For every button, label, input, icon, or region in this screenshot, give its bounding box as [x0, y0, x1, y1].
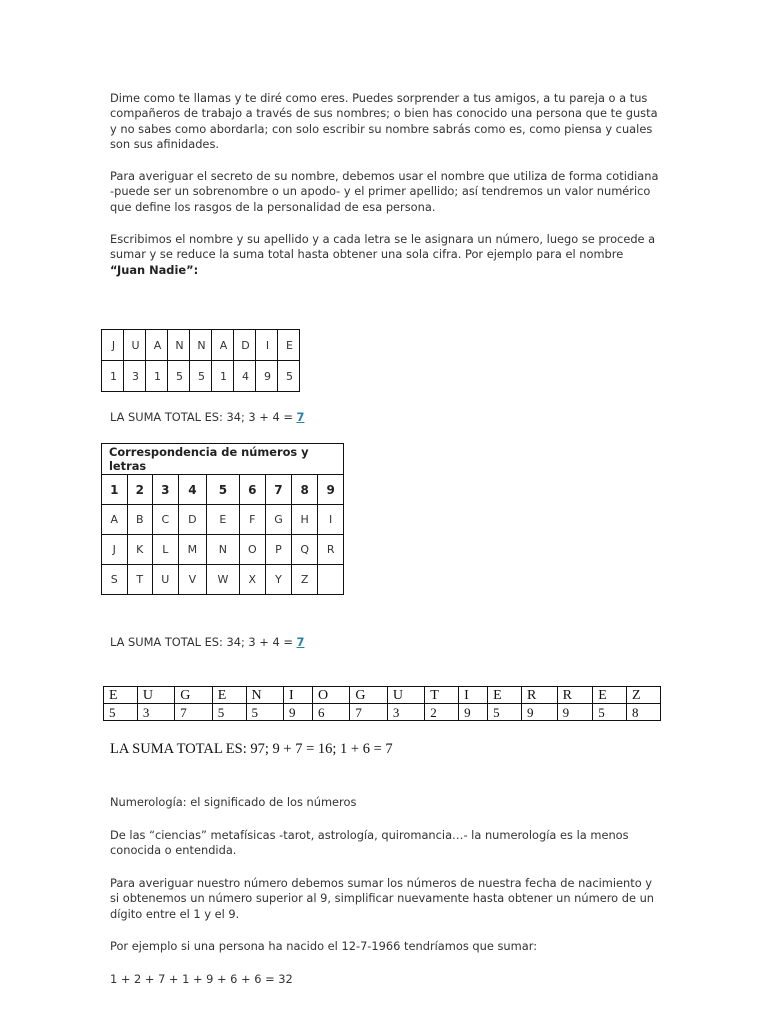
- number-header-cell: 9: [318, 475, 344, 505]
- letter-cell: A: [212, 330, 234, 361]
- correspondence-title: Correspondencia de números y letras: [102, 444, 344, 475]
- letter-cell: N: [190, 330, 212, 361]
- number-cell: 1: [146, 361, 168, 392]
- eugenio-numbers-row: [104, 704, 661, 721]
- letter-cell: V: [178, 565, 207, 595]
- letter-cell: U: [124, 330, 146, 361]
- correspondence-table: [101, 443, 344, 595]
- letter-cell: O: [239, 535, 265, 565]
- letter-cell: C: [153, 505, 179, 535]
- letter-cell: I: [318, 505, 344, 535]
- sum-text: LA SUMA TOTAL ES: 34; 3 + 4 =: [110, 635, 297, 649]
- method-text: Escribimos el nombre y su apellido y a cada letra se le asignara un número, luego se procede a sumar y se reduce la suma total hasta obtener una sola cifra. Por ejemplo para el nombre: [110, 232, 656, 262]
- letter-cell: A: [102, 505, 128, 535]
- juan-letters-row: [102, 330, 300, 361]
- section-heading: Numerología: el significado de los números: [110, 795, 357, 809]
- letter-cell: [318, 565, 344, 595]
- letter-cell: A: [146, 330, 168, 361]
- number-cell: 6: [312, 704, 349, 721]
- letter-cell: N: [168, 330, 190, 361]
- letter-cell: Z: [627, 687, 661, 704]
- letter-cell: E: [207, 505, 239, 535]
- number-cell: 5: [190, 361, 212, 392]
- letter-cell: J: [102, 535, 128, 565]
- letter-cell: Y: [265, 565, 291, 595]
- section-paragraph-2: Para averiguar nuestro número debemos sumar los números de nuestra fecha de nacimiento y si obtenemos un número superior al 9, simplificar nuevamente hasta obtener un número de un dígito entre el 1 y el 9.: [110, 876, 655, 921]
- sum-text: : 97; 9 + 7 = 16; 1 + 6 = 7: [242, 741, 393, 757]
- letter-cell: P: [265, 535, 291, 565]
- number-header-cell: 4: [178, 475, 207, 505]
- letter-cell: E: [278, 330, 300, 361]
- method-paragraph: [110, 232, 660, 278]
- sum-result-link[interactable]: 7: [296, 410, 305, 424]
- letter-cell: J: [102, 330, 124, 361]
- letter-cell: R: [318, 535, 344, 565]
- letter-cell: I: [459, 687, 488, 704]
- letter-cell: B: [127, 505, 153, 535]
- sum-line-3: [110, 741, 393, 758]
- number-cell: 5: [104, 704, 138, 721]
- number-cell: 8: [627, 704, 661, 721]
- letter-cell: N: [246, 687, 283, 704]
- letter-cell: D: [234, 330, 256, 361]
- eugenio-letters-row: [104, 687, 661, 704]
- letter-cell: T: [127, 565, 153, 595]
- number-cell: 9: [521, 704, 557, 721]
- number-cell: 5: [278, 361, 300, 392]
- letter-cell: G: [175, 687, 212, 704]
- number-cell: 1: [102, 361, 124, 392]
- sum-text: LA SUMA TOTAL ES: 34; 3 + 4 =: [110, 410, 297, 424]
- juan-nadie-table: [101, 329, 300, 392]
- letter-cell: X: [239, 565, 265, 595]
- letter-cell: T: [425, 687, 459, 704]
- number-cell: 5: [212, 704, 246, 721]
- letter-cell: I: [256, 330, 278, 361]
- number-cell: 5: [593, 704, 627, 721]
- letter-cell: U: [153, 565, 179, 595]
- sum-label: LA SUMA TOTAL ES: [110, 741, 243, 757]
- number-cell: 3: [124, 361, 146, 392]
- letter-cell: D: [178, 505, 207, 535]
- number-header-cell: 6: [239, 475, 265, 505]
- number-cell: 7: [350, 704, 387, 721]
- letter-cell: E: [593, 687, 627, 704]
- number-header-cell: 7: [265, 475, 291, 505]
- letter-cell: R: [521, 687, 557, 704]
- letter-cell: M: [178, 535, 207, 565]
- letter-cell: K: [127, 535, 153, 565]
- number-cell: 1: [212, 361, 234, 392]
- letter-cell: L: [153, 535, 179, 565]
- letter-cell: U: [387, 687, 424, 704]
- letter-cell: H: [291, 505, 317, 535]
- number-header-cell: 8: [291, 475, 317, 505]
- number-cell: 9: [557, 704, 593, 721]
- sum-line-2: [110, 635, 304, 650]
- sum-result-link[interactable]: 7: [296, 635, 305, 649]
- section-paragraph-4: 1 + 2 + 7 + 1 + 9 + 6 + 6 = 32: [110, 972, 293, 986]
- letter-cell: I: [283, 687, 312, 704]
- section-paragraph-3: Por ejemplo si una persona ha nacido el 12-7-1966 tendríamos que sumar:: [110, 939, 538, 953]
- number-cell: 3: [137, 704, 174, 721]
- letter-cell: E: [488, 687, 522, 704]
- letter-cell: R: [557, 687, 593, 704]
- correspondence-numbers-row: [102, 475, 344, 505]
- eugenio-gutierrez-table: [103, 686, 661, 721]
- intro-paragraph: Dime como te llamas y te diré como eres. Puedes sorprender a tus amigos, a tu pareja o a tus compañeros de trabajo a través de sus nombres; o bien has conocido una persona que te gusta y no sabes como abordarla; con solo escribir su nombre sabrás como es, como piensa y cuales son sus afinidades.: [110, 91, 658, 152]
- number-cell: 7: [175, 704, 212, 721]
- example-name: “Juan Nadie”:: [110, 262, 199, 277]
- number-header-cell: 2: [127, 475, 153, 505]
- sum-line-1: [110, 410, 304, 425]
- number-cell: 5: [488, 704, 522, 721]
- letter-cell: E: [212, 687, 246, 704]
- letter-cell: G: [350, 687, 387, 704]
- number-header-cell: 5: [207, 475, 239, 505]
- letter-cell: Q: [291, 535, 317, 565]
- letter-cell: W: [207, 565, 239, 595]
- number-cell: 2: [425, 704, 459, 721]
- letter-cell: F: [239, 505, 265, 535]
- secret-paragraph: Para averiguar el secreto de su nombre, debemos usar el nombre que utiliza de forma cotidiana -puede ser un sobrenombre o un apodo- y el primer apellido; así tendremos un valor numérico que define los rasgos de la personalidad de esa persona.: [110, 169, 659, 214]
- letter-cell: E: [104, 687, 138, 704]
- number-cell: 5: [246, 704, 283, 721]
- correspondence-letters-row: [102, 565, 344, 595]
- section-paragraph-1: De las “ciencias” metafísicas -tarot, astrología, quiromancia…- la numerología es la menos conocida o entendida.: [110, 828, 629, 858]
- letter-cell: S: [102, 565, 128, 595]
- number-cell: 3: [387, 704, 424, 721]
- number-cell: 9: [459, 704, 488, 721]
- correspondence-title-row: [102, 444, 344, 475]
- letter-cell: O: [312, 687, 349, 704]
- letter-cell: Z: [291, 565, 317, 595]
- number-header-cell: 1: [102, 475, 128, 505]
- correspondence-letters-row: [102, 505, 344, 535]
- number-cell: 9: [256, 361, 278, 392]
- letter-cell: U: [137, 687, 174, 704]
- juan-numbers-row: [102, 361, 300, 392]
- number-cell: 4: [234, 361, 256, 392]
- letter-cell: G: [265, 505, 291, 535]
- number-cell: 9: [283, 704, 312, 721]
- number-cell: 5: [168, 361, 190, 392]
- number-header-cell: 3: [153, 475, 179, 505]
- correspondence-letters-row: [102, 535, 344, 565]
- letter-cell: N: [207, 535, 239, 565]
